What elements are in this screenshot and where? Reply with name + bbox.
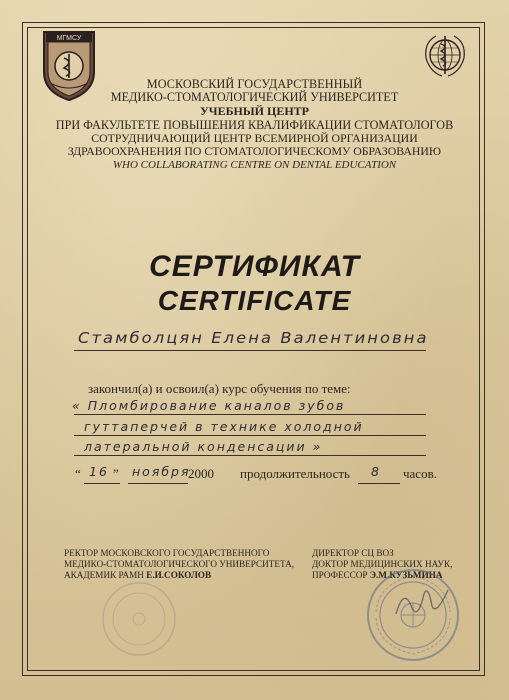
certificate-title-en: CERTIFICATE: [157, 285, 352, 316]
header-line-1: МОСКОВСКИЙ ГОСУДАРСТВЕННЫЙ: [146, 77, 363, 91]
rector-line-3: [64, 570, 294, 581]
director-line-1: ДИРЕКТОР СЦ ВОЗ: [312, 548, 394, 558]
rector-line-1: РЕКТОР МОСКОВСКОГО ГОСУДАРСТВЕННОГО: [64, 548, 270, 558]
duration-hours: 8: [371, 464, 381, 479]
course-topic-line-2: гуттаперчей в технике холодной: [84, 419, 364, 434]
date-quote-open: “: [75, 466, 81, 481]
hours-underline: [358, 483, 400, 484]
header-line-6: ЗДРАВООХРАНЕНИЯ ПО СТОМАТОЛОГИЧЕСКОМУ ОБРАЗОВАНИЮ: [67, 144, 442, 158]
header-line-7: WHO COLLABORATING CENTRE ON DENTAL EDUCATION: [112, 159, 397, 171]
emblem-text: МГМСУ: [56, 35, 82, 42]
course-label: закончил(а) и освоил(а) курс обучения по теме:: [88, 381, 351, 396]
director-title: ПРОФЕССОР: [312, 570, 368, 580]
rector-signature-block: [64, 548, 294, 581]
date-month: ноября: [132, 464, 191, 479]
date-quote-close: ”: [113, 466, 119, 481]
header-line-4: ПРИ ФАКУЛЬТЕТЕ ПОВЫШЕНИЯ КВАЛИФИКАЦИИ СТОМАТОЛОГОВ: [55, 118, 454, 132]
date-year: 2000: [188, 466, 214, 481]
certificate-title-ru: СЕРТИФИКАТ: [149, 250, 360, 283]
stamp-left-icon: [100, 580, 178, 658]
month-underline: [128, 483, 188, 484]
hours-label: часов.: [403, 466, 437, 481]
course-topic-line-3: латеральной конденсации »: [84, 439, 323, 454]
handwritten-signature-icon: [392, 580, 452, 624]
director-line-2: ДОКТОР МЕДИЦИНСКИХ НАУК,: [312, 559, 453, 569]
header-line-2: МЕДИКО-СТОМАТОЛОГИЧЕСКИЙ УНИВЕРСИТЕТ: [110, 90, 399, 104]
director-name: Э.М.КУЗЬМИНА: [369, 570, 443, 580]
day-underline: [84, 483, 120, 484]
recipient-name: Стамболцян Елена Валентиновна: [78, 329, 429, 347]
header-line-5: СОТРУДНИЧАЮЩИЙ ЦЕНТР ВСЕМИРНОЙ ОРГАНИЗАЦИИ: [91, 131, 418, 145]
course-topic-line-1: « Пломбирование каналов зубов: [72, 398, 346, 413]
rector-line-2: МЕДИКО-СТОМАТОЛОГИЧЕСКОГО УНИВЕРСИТЕТА,: [64, 559, 295, 569]
rector-title: АКАДЕМИК РАМН: [64, 570, 144, 580]
date-day: 16: [89, 464, 109, 479]
rector-name: Е.И.СОКОЛОВ: [146, 570, 212, 580]
who-emblem-icon: [420, 30, 470, 80]
header-line-3: УЧЕБНЫЙ ЦЕНТР: [199, 104, 309, 118]
duration-label: продолжительность: [240, 466, 350, 481]
